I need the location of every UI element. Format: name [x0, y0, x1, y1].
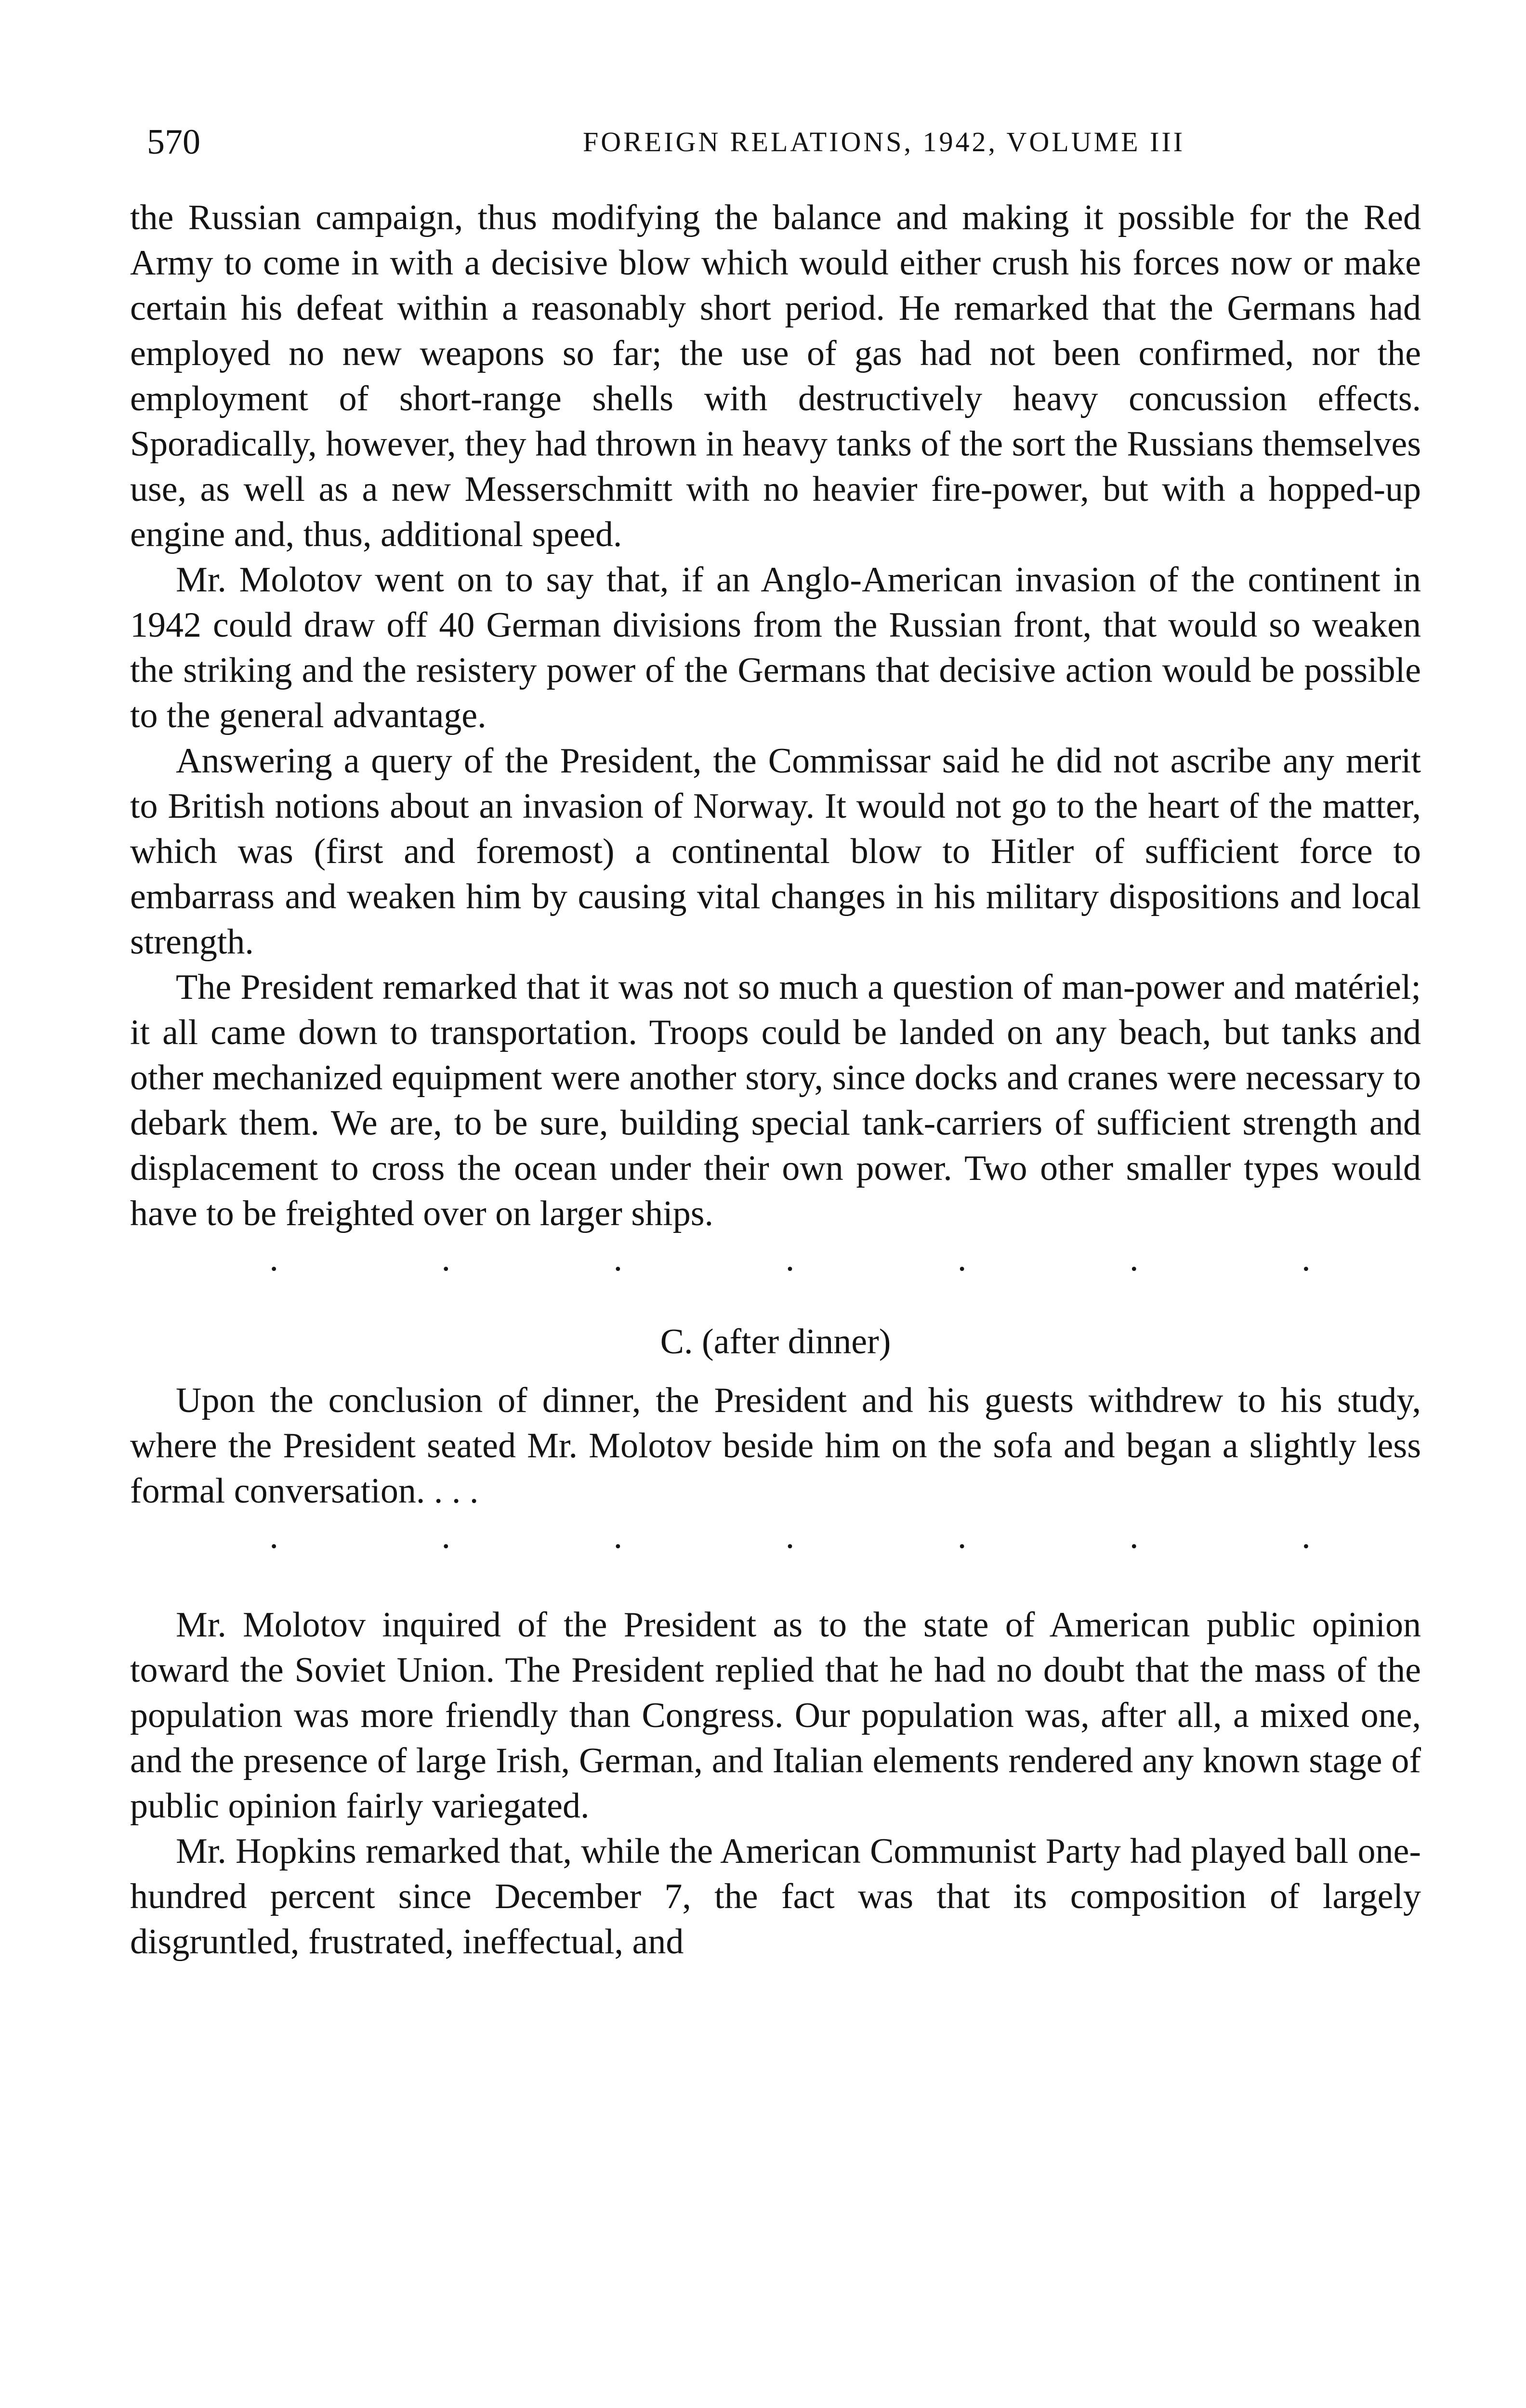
- paragraph: the Russian campaign, thus modifying the balance and making it possible for the Red Army to come in with a decisive blow which would either crush his forces now or make certain his defeat within a reasonably short period. He remarked that the Germans had employed no new weapons so far; the use of gas had not been confirmed, nor the employment of short-range shells with destructively heavy concussion effects. Sporadically, however, they had thrown in heavy tanks of the sort the Russians themselves use, as well as a new Messerschmitt with no heavier fire-power, but with a hopped-up engine and, thus, additional speed.: [130, 198, 1421, 554]
- ellipsis-dot: .: [957, 1239, 967, 1279]
- ellipsis-dot: .: [785, 1517, 795, 1556]
- section-heading: C. (after dinner): [660, 1322, 891, 1361]
- ellipsis-dot: .: [1302, 1239, 1311, 1279]
- body-text: [130, 195, 1421, 1964]
- page-header: [147, 116, 1447, 169]
- ellipsis-dot: .: [613, 1239, 623, 1279]
- paragraph-gap: [130, 1559, 1421, 1602]
- ellipsis-dot: .: [1130, 1239, 1139, 1279]
- paragraph: Answering a query of the President, the Commissar said he did not ascribe any merit to British notions about an invasion of Norway. It would not go to the heart of the matter, which was (first and foremost) a continental blow to Hitler of sufficient force to embarrass and weaken him by causing vital changes in his military dispositions and local strength.: [130, 741, 1421, 962]
- paragraph: The President remarked that it was not so much a question of man-power and matériel; it all came down to transportation. Troops could be landed on any beach, but tanks and other mechanized equipment were another story, since docks and cranes were necessary to debark them. We are, to be sure, building special tank-carriers of sufficient strength and displacement to cross the ocean under their own power. Two other smaller types would have to be freighted over on larger ships.: [130, 968, 1421, 1233]
- omission-ellipsis: [130, 1236, 1421, 1282]
- ellipsis-dot: .: [269, 1239, 278, 1279]
- ellipsis-dot: .: [1302, 1517, 1311, 1556]
- ellipsis-dot: .: [785, 1239, 795, 1279]
- omission-ellipsis: [130, 1514, 1421, 1559]
- ellipsis-dot: .: [1130, 1517, 1139, 1556]
- ellipsis-dot: .: [441, 1239, 450, 1279]
- ellipsis-dot: .: [613, 1517, 623, 1556]
- paragraph: Mr. Hopkins remarked that, while the American Communist Party had played ball one-hundred percent since December 7, the fact was that its composition of largely disgruntled, frustrated, ineffectual, and: [130, 1832, 1421, 1962]
- ellipsis-dot: .: [441, 1517, 450, 1556]
- page-number: 570: [147, 122, 200, 162]
- paragraph: Upon the conclusion of dinner, the President and his guests withdrew to his study, where the President seated Mr. Molotov beside him on the sofa and began a slightly less formal conversation. . . .: [130, 1381, 1421, 1511]
- ellipsis-dot: .: [957, 1517, 967, 1556]
- running-head: FOREIGN RELATIONS, 1942, VOLUME III: [582, 126, 1185, 157]
- paragraph: Mr. Molotov went on to say that, if an Anglo-American invasion of the continent in 1942 could draw off 40 German divisions from the Russian front, that would so weaken the striking and the resistery power of the Germans that decisive action would be possible to the general advantage.: [130, 560, 1421, 735]
- ellipsis-dot: .: [269, 1517, 278, 1556]
- paragraph: Mr. Molotov inquired of the President as to the state of American public opinion toward the Soviet Union. The President replied that he had no doubt that the mass of the population was more friendly than Congress. Our population was, after all, a mixed one, and the presence of large Irish, German, and Italian elements rendered any known stage of public opinion fairly variegated.: [130, 1605, 1421, 1826]
